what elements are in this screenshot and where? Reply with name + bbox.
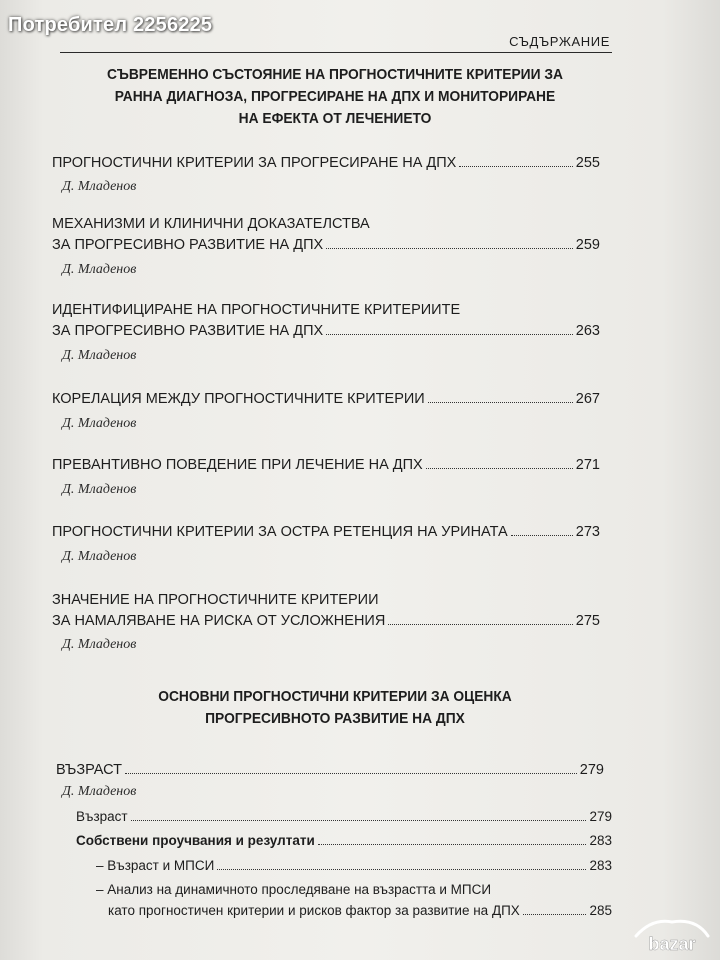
toc-author: Д. Младенов bbox=[62, 416, 137, 431]
toc-entry-title-line: МЕХАНИЗМИ И КЛИНИЧНИ ДОКАЗАТЕЛСТВА bbox=[52, 216, 370, 232]
dot-leader bbox=[217, 869, 586, 870]
dot-leader bbox=[459, 166, 572, 167]
toc-entry bbox=[52, 590, 600, 632]
toc-entry bbox=[52, 153, 600, 174]
toc-entry-title-line: ЗНАЧЕНИЕ НА ПРОГНОСТИЧНИТЕ КРИТЕРИИ bbox=[52, 592, 379, 608]
toc-entry bbox=[52, 389, 600, 410]
page-number: 283 bbox=[589, 858, 612, 873]
toc-subentry-title: Възраст bbox=[76, 809, 128, 824]
section-title-line: РАННА ДИАГНОЗА, ПРОГРЕСИРАНЕ НА ДПХ И МОНИТОРИРАНЕ bbox=[114, 88, 556, 105]
toc-author: Д. Младенов bbox=[62, 637, 137, 652]
page-number: 279 bbox=[589, 809, 612, 824]
toc-author: Д. Младенов bbox=[62, 262, 137, 277]
bazar-logo bbox=[632, 912, 712, 956]
section-title-2 bbox=[82, 686, 588, 730]
toc-subentry-title: Собствени проучвания и резултати bbox=[76, 833, 315, 848]
dot-leader bbox=[131, 820, 587, 821]
section-title-line: ПРОГРЕСИВНОТО РАЗВИТИЕ НА ДПХ bbox=[205, 710, 465, 727]
page-number: 275 bbox=[575, 613, 600, 629]
toc-entry-title: ПРОГНОСТИЧНИ КРИТЕРИИ ЗА ПРОГРЕСИРАНЕ НА ДПХ bbox=[52, 155, 457, 171]
toc-subentry-title: като прогностичен критерии и рисков фактор за развитие на ДПХ bbox=[108, 903, 520, 918]
toc-entry-title: ЗА НАМАЛЯВАНЕ НА РИСКА ОТ УСЛОЖНЕНИЯ bbox=[52, 613, 386, 629]
page-number: 285 bbox=[589, 903, 612, 918]
section-title-line: НА ЕФЕКТА ОТ ЛЕЧЕНИЕТО bbox=[238, 110, 432, 127]
toc-entry-title: КОРЕЛАЦИЯ МЕЖДУ ПРОГНОСТИЧНИТЕ КРИТЕРИИ bbox=[52, 391, 425, 407]
toc-entry-title: ПРЕВАНТИВНО ПОВЕДЕНИЕ ПРИ ЛЕЧЕНИЕ НА ДПХ bbox=[52, 457, 423, 473]
toc-author: Д. Младенов bbox=[62, 348, 137, 363]
dot-leader bbox=[523, 914, 587, 915]
toc-author: Д. Младенов bbox=[62, 179, 137, 194]
dot-leader bbox=[426, 468, 573, 469]
toc-entry-title: ЗА ПРОГРЕСИВНО РАЗВИТИЕ НА ДПХ bbox=[52, 237, 324, 253]
page-number: 263 bbox=[575, 323, 600, 339]
toc-subentry-title-line: – Анализ на динамичното проследяване на възрастта и МПСИ bbox=[96, 882, 492, 897]
toc-author: Д. Младенов bbox=[62, 549, 137, 564]
section-title-line: СЪВРЕМЕННО СЪСТОЯНИЕ НА ПРОГНОСТИЧНИТЕ КРИТЕРИИ ЗА bbox=[107, 66, 563, 83]
page-number: 267 bbox=[575, 391, 600, 407]
page-number: 283 bbox=[589, 833, 612, 848]
toc-entry bbox=[52, 300, 600, 342]
toc-entry bbox=[52, 455, 600, 476]
toc-entry bbox=[56, 760, 604, 781]
section-title-1 bbox=[82, 64, 588, 130]
toc-subentry bbox=[76, 806, 612, 827]
user-watermark: Потребител 2256225 bbox=[8, 14, 213, 36]
dot-leader bbox=[428, 402, 573, 403]
toc-entry bbox=[52, 214, 600, 256]
toc-entry-title: ПРОГНОСТИЧНИ КРИТЕРИИ ЗА ОСТРА РЕТЕНЦИЯ НА УРИНАТА bbox=[52, 524, 508, 540]
running-head: СЪДЪРЖАНИЕ bbox=[509, 34, 610, 49]
toc-entry bbox=[52, 522, 600, 543]
dot-leader bbox=[326, 334, 573, 335]
dot-leader bbox=[318, 844, 587, 845]
page-number: 271 bbox=[575, 457, 600, 473]
toc-entry-title: ВЪЗРАСТ bbox=[56, 762, 122, 778]
toc-subentry bbox=[96, 879, 612, 921]
section-title-line: ОСНОВНИ ПРОГНОСТИЧНИ КРИТЕРИИ ЗА ОЦЕНКА bbox=[158, 688, 512, 705]
dot-leader bbox=[326, 248, 573, 249]
toc-subentry bbox=[76, 830, 612, 851]
dot-leader bbox=[125, 773, 577, 774]
header-rule bbox=[60, 52, 612, 53]
toc-subentry bbox=[96, 855, 612, 876]
dot-leader bbox=[511, 535, 573, 536]
toc-entry-title: ЗА ПРОГРЕСИВНО РАЗВИТИЕ НА ДПХ bbox=[52, 323, 324, 339]
toc-author: Д. Младенов bbox=[62, 482, 137, 497]
page-number: 255 bbox=[575, 155, 600, 171]
dot-leader bbox=[388, 624, 572, 625]
page-number: 279 bbox=[579, 762, 604, 778]
toc-entry-title-line: ИДЕНТИФИЦИРАНЕ НА ПРОГНОСТИЧНИТЕ КРИТЕРИИТЕ bbox=[52, 302, 461, 318]
toc-author: Д. Младенов bbox=[62, 784, 137, 799]
page-number: 259 bbox=[575, 237, 600, 253]
page-number: 273 bbox=[575, 524, 600, 540]
toc-subentry-title: – Възраст и МПСИ bbox=[96, 858, 215, 873]
logo-text: bazar bbox=[648, 934, 696, 954]
